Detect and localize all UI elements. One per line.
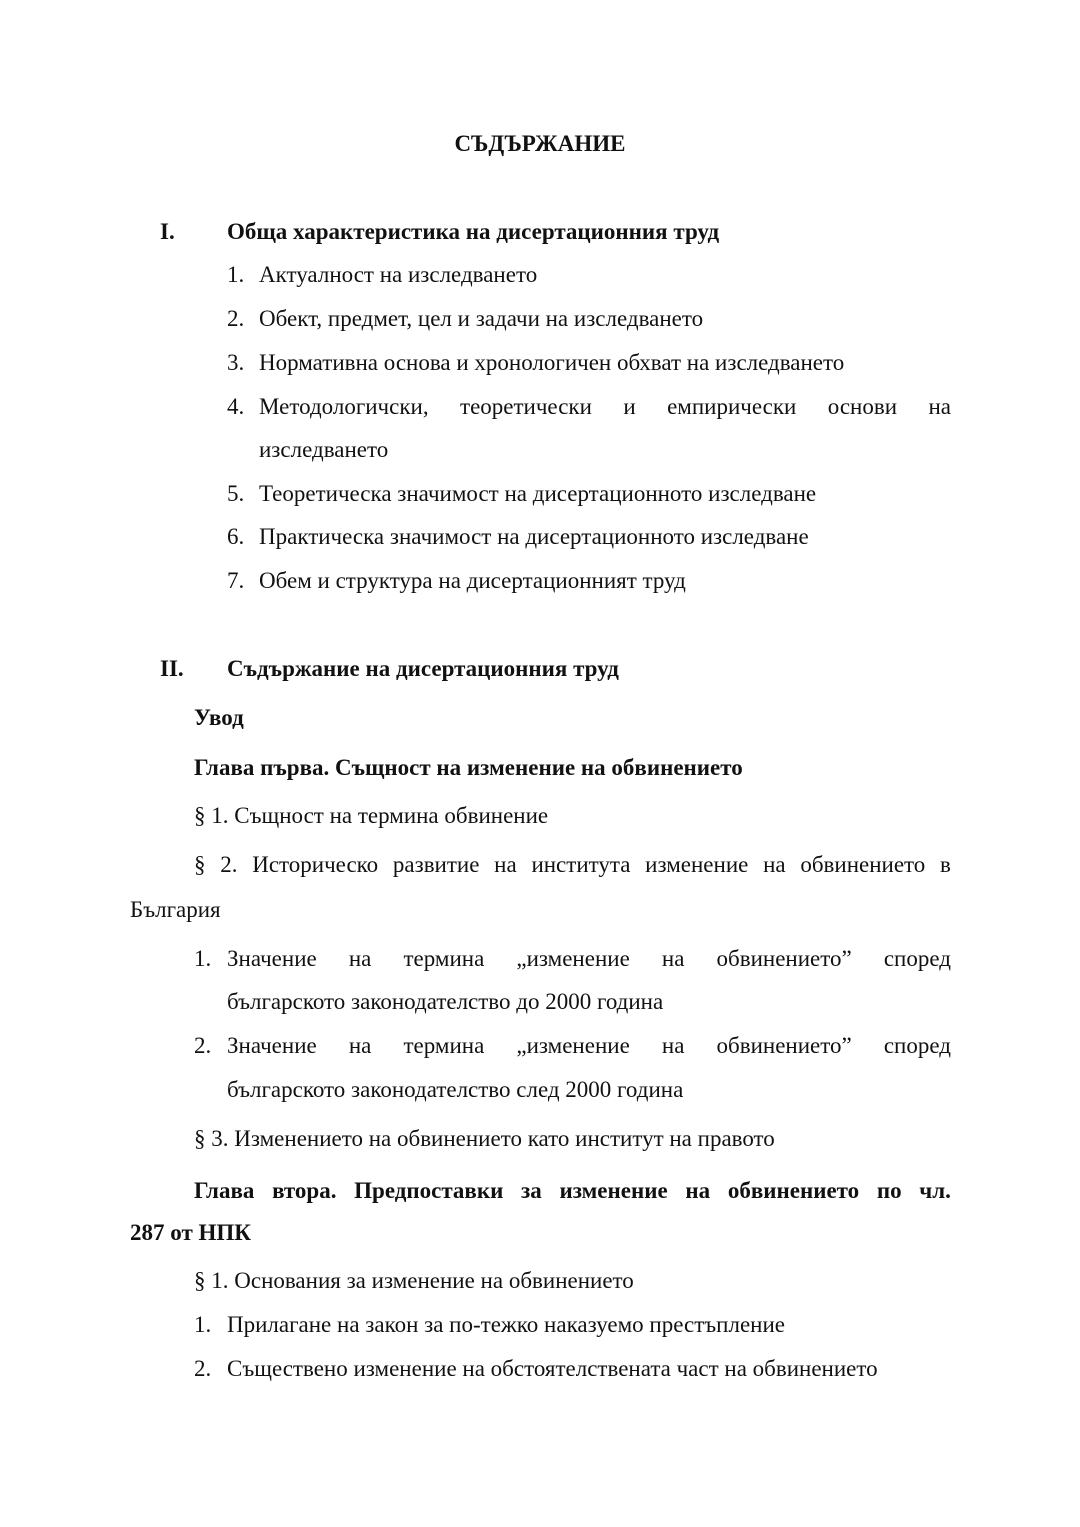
word: в [940, 852, 951, 877]
word: Предпоставки [354, 1178, 504, 1203]
word: обвинението” [716, 1033, 852, 1058]
chapter-1-title: Глава първа. Същност на изменение на обвинението [194, 755, 743, 780]
s1-item-5-text: Теоретическа значимост на дисертационното изследване [259, 481, 817, 506]
c1-item-2-line2: българското законодателство след 2000 година [227, 1077, 684, 1102]
c1-item-2-line1 [227, 1032, 951, 1060]
word: за [521, 1178, 542, 1203]
word: теоретически [460, 394, 592, 419]
word: на [763, 852, 786, 877]
word: на [661, 946, 685, 971]
chapter-2-para-1: § 1. Основания за изменение на обвинението [194, 1268, 634, 1293]
s1-item-6-text: Практическа значимост на дисертационното изследване [259, 524, 809, 549]
word: § [194, 852, 206, 877]
word: термина [403, 946, 485, 971]
word: на [494, 852, 517, 877]
word: „изменение [516, 1033, 630, 1058]
word: емпирически [667, 394, 797, 419]
word: и [623, 394, 636, 419]
chapter-2-title-line2: 287 от НПК [130, 1220, 251, 1245]
c2-item-2-text: Съществено изменение на обстоятелствената част на обвинението [227, 1356, 878, 1381]
word: по [876, 1178, 902, 1203]
word: Методологичски, [259, 394, 429, 419]
intro-heading: Увод [194, 705, 244, 730]
s1-item-1-num: 1. [227, 262, 245, 287]
s1-item-6-num: 6. [227, 524, 245, 549]
word: „изменение [516, 946, 630, 971]
s1-item-5-num: 5. [227, 481, 245, 506]
c2-item-1-num: 1. [194, 1312, 212, 1337]
word: на [661, 1033, 685, 1058]
word: според [883, 946, 951, 971]
word: втора. [272, 1178, 337, 1203]
chapter-1-para-1: § 1. Същност на термина обвинение [194, 803, 549, 828]
word: на [685, 1178, 711, 1203]
word: на [348, 946, 372, 971]
word: Глава [194, 1178, 255, 1203]
word: според [883, 1033, 951, 1058]
c1-item-1-line2: българското законодателство до 2000 година [227, 989, 664, 1014]
word: Значение [227, 946, 317, 971]
word: изменение [559, 1178, 668, 1203]
word: на [928, 394, 951, 419]
word: термина [403, 1033, 485, 1058]
chapter-1-para-3: § 3. Изменението на обвинението като институт на правото [194, 1126, 775, 1151]
s1-item-4-line1 [259, 393, 951, 421]
word: обвинението [800, 852, 926, 877]
word: развитие [392, 852, 480, 877]
section-2-heading: Съдържание на дисертационния труд [227, 656, 619, 681]
word: института [531, 852, 631, 877]
s1-item-3-text: Нормативна основа и хронологичен обхват на изследването [259, 350, 845, 375]
word: изменение [645, 852, 749, 877]
page-title: СЪДЪРЖАНИЕ [454, 131, 626, 156]
s1-item-7-text: Обем и структура на дисертационният труд [259, 568, 686, 593]
c2-item-1-text: Прилагане на закон за по-тежко наказуемо престъпление [227, 1312, 785, 1337]
c1-item-1-line1 [227, 945, 951, 973]
word: обвинението” [716, 946, 852, 971]
section-1-heading: Обща характеристика на дисертационния труд [227, 219, 720, 244]
c1-item-1-num: 1. [194, 946, 212, 971]
s1-item-7-num: 7. [227, 568, 245, 593]
chapter-2-title-line1 [194, 1177, 951, 1205]
word: основи [827, 394, 898, 419]
word: Историческо [252, 852, 379, 877]
word: чл. [919, 1178, 951, 1203]
s1-item-4-num: 4. [227, 394, 245, 419]
s1-item-2-text: Обект, предмет, цел и задачи на изследването [259, 306, 704, 331]
chapter-1-para-2-line2: България [130, 897, 221, 922]
c1-item-2-num: 2. [194, 1033, 212, 1058]
word: Значение [227, 1033, 317, 1058]
c2-item-2-num: 2. [194, 1356, 212, 1381]
s1-item-1-text: Актуалност на изследването [259, 262, 538, 287]
word: на [348, 1033, 372, 1058]
chapter-1-para-2-line1 [194, 851, 951, 879]
s1-item-3-num: 3. [227, 350, 245, 375]
section-2-numeral: II. [160, 656, 184, 681]
word: обвинението [727, 1178, 860, 1203]
s1-item-4-line2: изследването [259, 437, 389, 462]
section-1-numeral: I. [160, 219, 175, 244]
s1-item-2-num: 2. [227, 306, 245, 331]
word: 2. [220, 852, 238, 877]
